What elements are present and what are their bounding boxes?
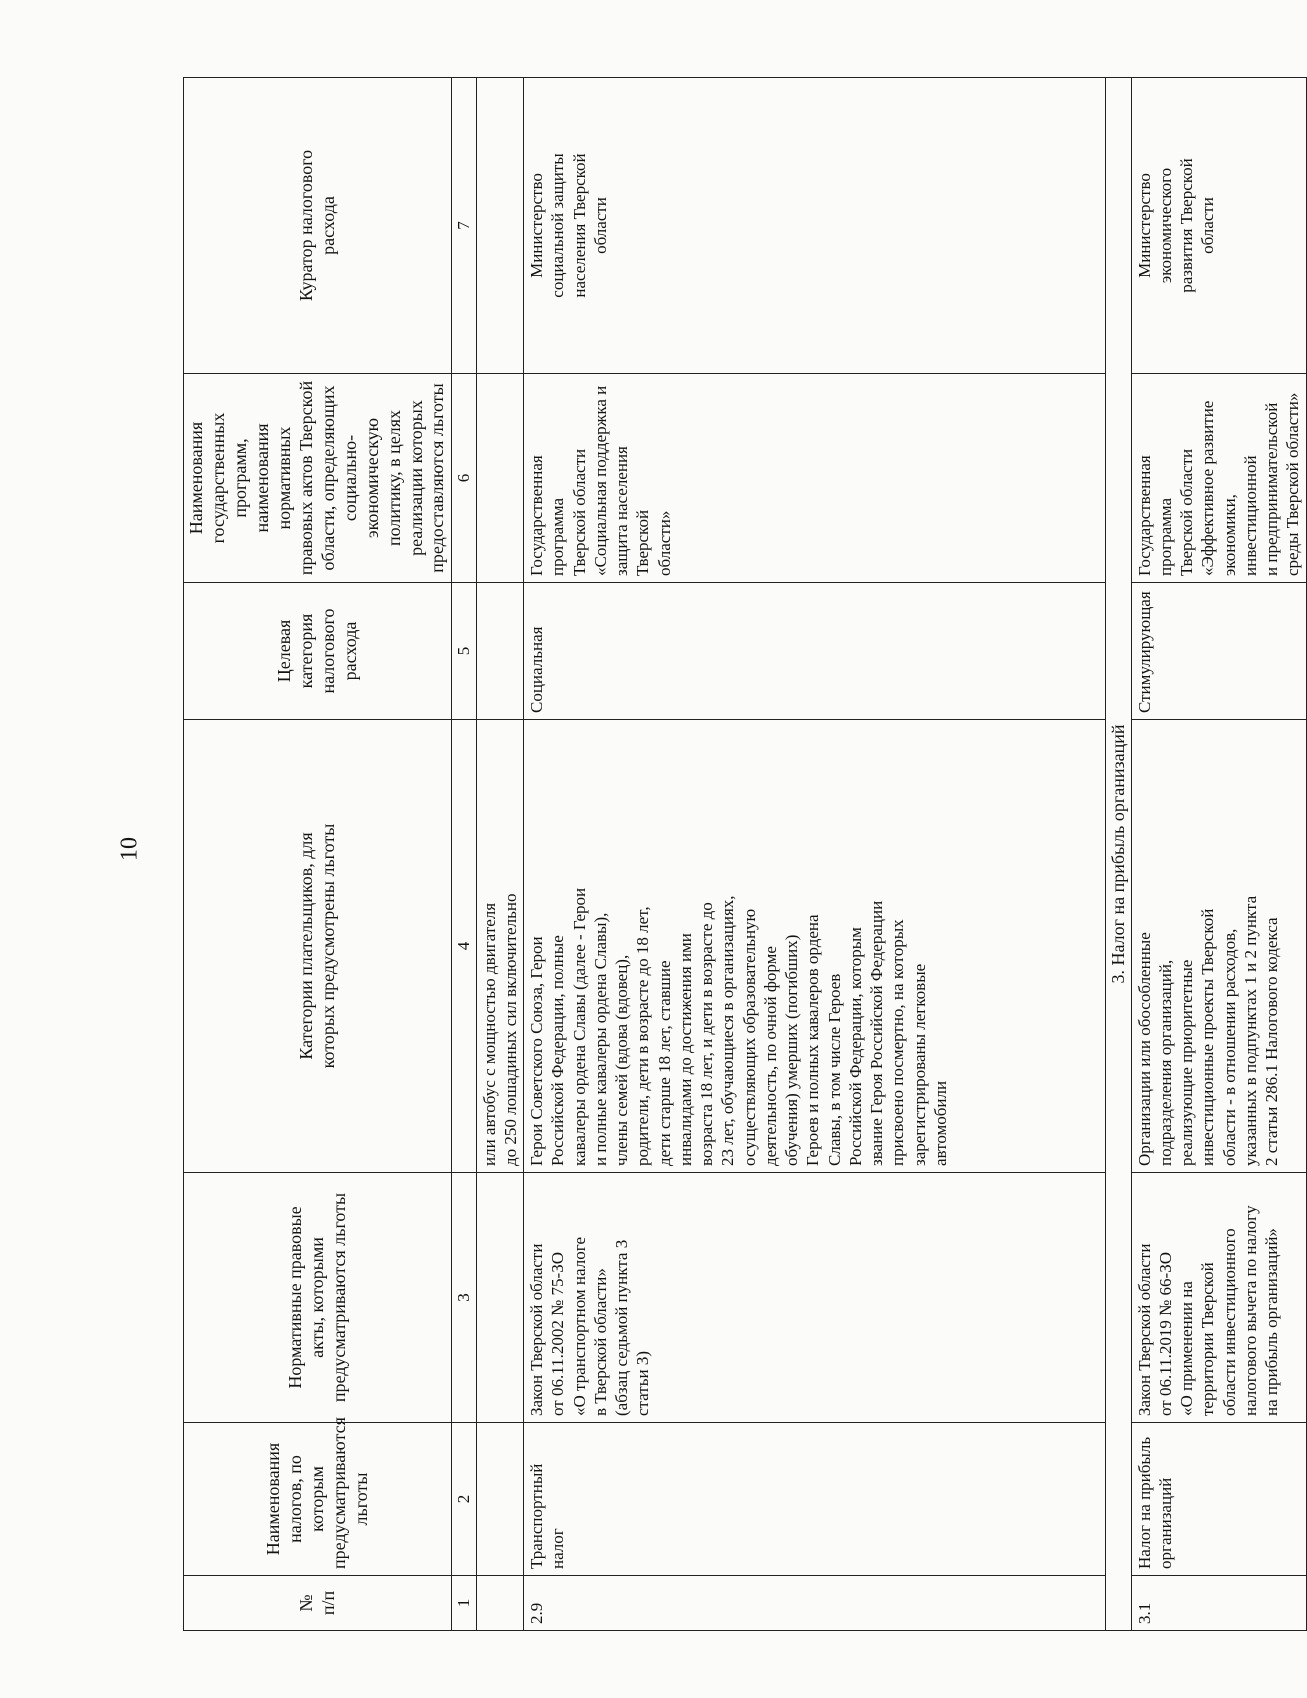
section-row [1106,78,1132,1631]
target-category: Стимулирующая [1131,583,1306,720]
header-programs: Наименования государственных программ, наименования нормативных правовых актов Тверской области, определяющих социально-экономическую политику, в целях реализации которых предоставляются льготы [184,374,452,583]
curator: Министерство экономического развития Тверской области [1131,78,1306,374]
tax-name: Налог на прибыль организаций [1131,1423,1306,1576]
header-number: № п/п [184,1576,452,1631]
program: Государственная программа Тверской области «Эффективное развитие экономики, инвестиционной и предпринимательской среды Тверской области» [1131,374,1306,583]
row-number: 3.1 [1131,1576,1306,1631]
rotated-table-container [183,78,1303,1631]
legal-act: Закон Тверской области от 06.11.2019 № 66-ЗО «О применении на территории Тверской области инвестиционного налогового вычета по налогу на прибыль организаций» [1131,1173,1306,1423]
table-row-2-9 [524,78,1106,1631]
payer-categories: Герои Советского Союза, Герои Российской Федерации, полные кавалеры ордена Славы (далее - Герои и полные кавалеры ордена Славы), члены семей (вдова (вдовец), родители, дети в возрасте до 18 лет, дети старше 18 лет, ставшие инвалидами до достижения ими возраста 18 лет, и дети в возрасте до 23 лет, обучающиеся в организациях, осуществляющих образовательную деятельность, по очной форме обучения) умерших (погибших) Героев и полных кавалеров ордена Славы, в том числе Героев Российской Федерации, которым звание Героя Российской Федерации присвоено посмертно, на которых зарегистрированы легковые автомобили [524,720,1106,1173]
header-row [184,78,452,1631]
column-number-row [452,78,476,1631]
row-number: 2.9 [524,1576,1106,1631]
section-title: 3. Налог на прибыль организаций [1106,78,1132,1631]
header-payer-categories: Категории плательщиков, для которых предусмотрены льготы [184,720,452,1173]
payer-categories: Организации или обособленные подразделения организаций, реализующие приоритетные инвестиционные проекты Тверской области - в отношении расходов, указанных в подпунктах 1 и 2 пункта 2 статьи 286.1 Налогового кодекса [1131,720,1306,1173]
tax-name: Транспортный налог [524,1423,1106,1576]
column-number: 1 [452,1576,476,1631]
table-cell [476,1173,524,1423]
table-cell [476,1576,524,1631]
continuation-row [476,78,524,1631]
table-cell [476,374,524,583]
header-tax-name: Наименования налогов, по которым предусматриваются льготы [184,1423,452,1576]
table-row-3-1 [1131,78,1306,1631]
program: Государственная программа Тверской области «Социальная поддержка и защита населения Тверской области» [524,374,1106,583]
column-number: 7 [452,78,476,374]
table-cell [476,78,524,374]
target-category: Социальная [524,583,1106,720]
curator: Министерство социальной защиты населения Тверской области [524,78,1106,374]
header-curator: Куратор налогового расхода [184,78,452,374]
table-cell [476,583,524,720]
header-target-category: Целевая категория налогового расхода [184,583,452,720]
legal-act: Закон Тверской области от 06.11.2002 № 75-ЗО «О транспортном налоге в Тверской области» (абзац седьмой пункта 3 статьи 3) [524,1173,1106,1423]
continuation-categories: или автобус с мощностью двигателя до 250 лошадиных сил включительно [476,720,524,1173]
column-number: 3 [452,1173,476,1423]
column-number: 5 [452,583,476,720]
column-number: 2 [452,1423,476,1576]
header-legal-act: Нормативные правовые акты, которыми предусматриваются льготы [184,1173,452,1423]
page-number: 10 [116,837,143,861]
column-number: 6 [452,374,476,583]
tax-expenditure-table [183,77,1307,1631]
column-number: 4 [452,720,476,1173]
table-cell [476,1423,524,1576]
